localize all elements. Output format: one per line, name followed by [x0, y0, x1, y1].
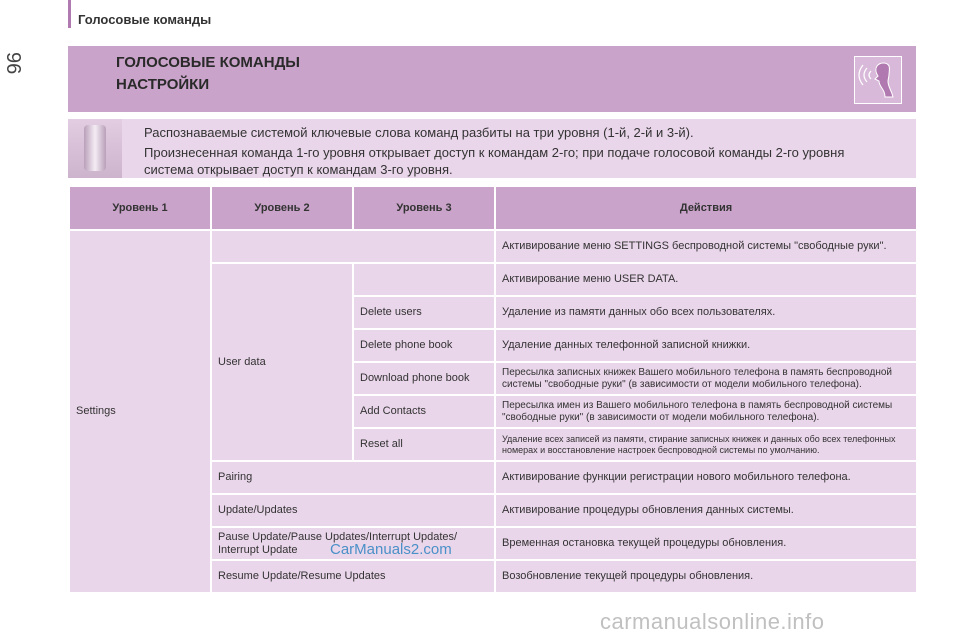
level2-cell: Update/Updates — [212, 495, 494, 526]
header-level-3: Уровень 3 — [354, 187, 494, 229]
level1-settings: Settings — [70, 231, 210, 592]
level3-cell: Add Contacts — [354, 396, 494, 427]
action-cell: Возобновление текущей процедуры обновления. — [496, 561, 916, 592]
page-header-title: Голосовые команды — [78, 12, 212, 27]
section-subtitle: НАСТРОЙКИ — [116, 76, 210, 93]
voice-speaking-head-icon — [854, 56, 902, 104]
level2-cell: Resume Update/Resume Updates — [212, 561, 494, 592]
action-cell: Удаление из памяти данных обо всех пользователях. — [496, 297, 916, 328]
action-cell: Удаление всех записей из памяти, стирание записных книжек и данных обо всех телефонных номерах и восстановление настроек беспроводной системы по умолчанию. — [496, 429, 916, 460]
page-number: 96 — [2, 52, 24, 75]
intro-paragraph-2b: система открывает доступ к командам 3-го уровня. — [144, 162, 453, 177]
intro-illustration — [68, 119, 122, 178]
table-row — [70, 231, 916, 262]
intro-paragraph-1: Распознаваемые системой ключевые слова команд разбиты на три уровня (1-й, 2-й и 3-й). — [144, 125, 694, 140]
level3-cell: Download phone book — [354, 363, 494, 394]
level2-cell: Pause Update/Pause Updates/Interrupt Updates/ Interrupt Update — [212, 528, 494, 559]
intro-paragraph-2a: Произнесенная команда 1-го уровня открывает доступ к командам 2-го; при подаче голосовой команды 2-го уровня — [144, 145, 845, 160]
level3-cell: Reset all — [354, 429, 494, 460]
action-cell: Временная остановка текущей процедуры обновления. — [496, 528, 916, 559]
action-cell: Пересылка имен из Вашего мобильного телефона в память беспроводной системы "свободные руки" (в зависимости от модели мобильного телефона). — [496, 396, 916, 427]
table-header-row — [70, 187, 916, 229]
action-cell: Активирование меню USER DATA. — [496, 264, 916, 295]
action-cell: Активирование меню SETTINGS беспроводной системы "свободные руки". — [496, 231, 916, 262]
action-cell: Активирование функции регистрации нового мобильного телефона. — [496, 462, 916, 493]
header-actions: Действия — [496, 187, 916, 229]
action-cell: Активирование процедуры обновления данных системы. — [496, 495, 916, 526]
watermark-carmanualsonline: carmanualsonline.info — [600, 609, 825, 634]
watermark-carmanuals2: CarManuals2.com — [330, 541, 452, 558]
level2-cell: Pairing — [212, 462, 494, 493]
level2-user-data: User data — [212, 264, 352, 460]
header-level-1: Уровень 1 — [70, 187, 210, 229]
intro-box — [68, 119, 916, 178]
section-banner — [68, 46, 916, 112]
section-title: ГОЛОСОВЫЕ КОМАНДЫ — [116, 54, 300, 71]
commands-table — [68, 185, 918, 594]
action-cell: Удаление данных телефонной записной книжки. — [496, 330, 916, 361]
level3-cell: Delete users — [354, 297, 494, 328]
level3-cell: Delete phone book — [354, 330, 494, 361]
header-level-2: Уровень 2 — [212, 187, 352, 229]
header-accent-bar — [68, 0, 71, 28]
action-cell: Пересылка записных книжек Вашего мобильного телефона в память беспроводной системы "свободные руки" (в зависимости от модели мобильного телефона). — [496, 363, 916, 394]
